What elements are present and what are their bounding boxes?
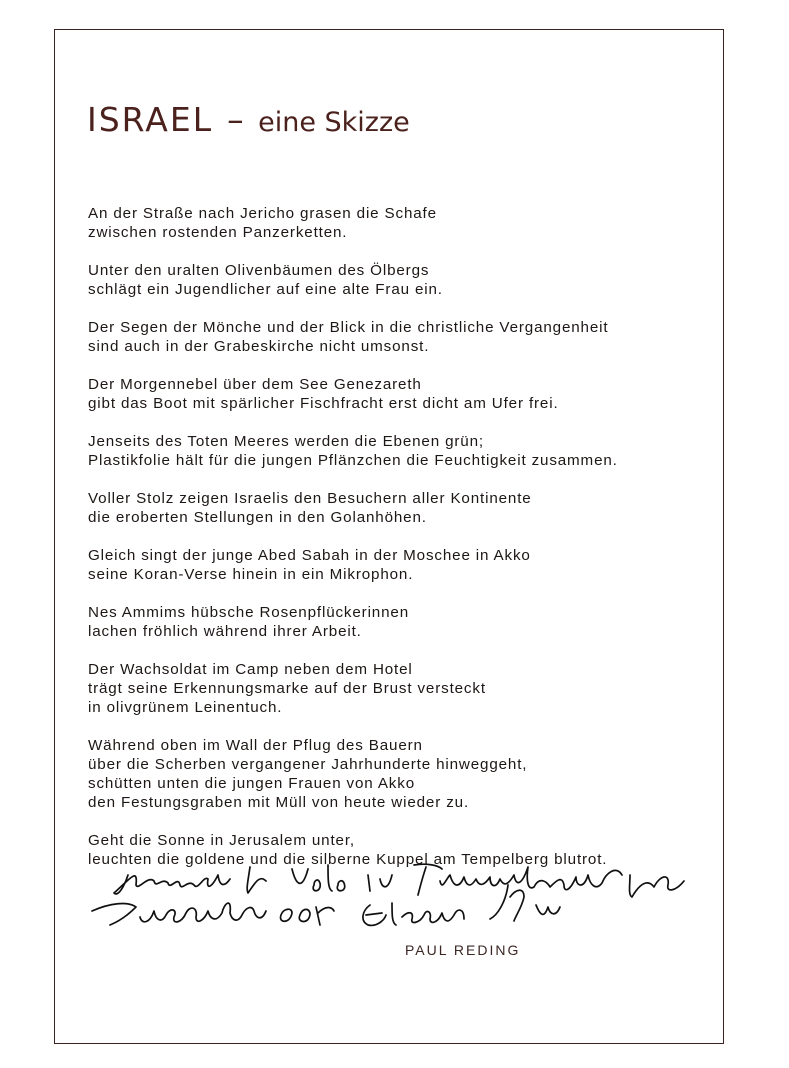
poem-line: Nes Ammims hübsche Rosenpflückerinnen bbox=[88, 604, 409, 621]
poem-stanza bbox=[88, 546, 708, 584]
poem-title bbox=[87, 100, 410, 139]
poem-line: Während oben im Wall der Pflug des Bauern bbox=[88, 737, 423, 754]
poem-line: zwischen rostenden Panzerketten. bbox=[88, 224, 348, 241]
poem-line: seine Koran-Verse hinein in ein Mikrophon. bbox=[88, 566, 414, 583]
poem-stanza bbox=[88, 432, 708, 470]
poem-stanza bbox=[88, 318, 708, 356]
poem-line: Voller Stolz zeigen Israelis den Besuchern aller Kontinente bbox=[88, 490, 532, 507]
poem-line: An der Straße nach Jericho grasen die Schafe bbox=[88, 205, 437, 222]
poem-stanza bbox=[88, 375, 708, 413]
poem-stanza bbox=[88, 204, 708, 242]
poem-line: lachen fröhlich während ihrer Arbeit. bbox=[88, 623, 362, 640]
poem-line: gibt das Boot mit spärlicher Fischfracht erst dicht am Ufer frei. bbox=[88, 395, 559, 412]
poem-line: Der Wachsoldat im Camp neben dem Hotel bbox=[88, 661, 413, 678]
title-main: ISRAEL bbox=[87, 100, 214, 139]
poem-line: Der Morgennebel über dem See Genezareth bbox=[88, 376, 422, 393]
poem-line: die eroberten Stellungen in den Golanhöhen. bbox=[88, 509, 427, 526]
poem-line: in olivgrünem Leinentuch. bbox=[88, 699, 283, 716]
title-subtitle: eine Skizze bbox=[258, 107, 410, 138]
poem-stanza bbox=[88, 261, 708, 299]
poem-line: trägt seine Erkennungsmarke auf der Brust versteckt bbox=[88, 680, 486, 697]
poem-stanza bbox=[88, 489, 708, 527]
poem-line: leuchten die goldene und die silberne Kuppel am Tempelberg blutrot. bbox=[88, 851, 608, 868]
poem-stanza bbox=[88, 736, 708, 812]
poem-line: Geht die Sonne in Jerusalem unter, bbox=[88, 832, 355, 849]
poem-line: über die Scherben vergangener Jahrhunderte hinweggeht, bbox=[88, 756, 528, 773]
poem-line: Der Segen der Mönche und der Blick in die christliche Vergangenheit bbox=[88, 319, 609, 336]
poem-stanza bbox=[88, 660, 708, 717]
poem-line: sind auch in der Grabeskirche nicht umsonst. bbox=[88, 338, 430, 355]
poem-line: schlägt ein Jugendlicher auf eine alte Frau ein. bbox=[88, 281, 443, 298]
poem-stanza bbox=[88, 603, 708, 641]
poem-body bbox=[88, 204, 708, 888]
poem-line: schütten unten die jungen Frauen von Akko bbox=[88, 775, 415, 792]
poem-line: Gleich singt der junge Abed Sabah in der Moschee in Akko bbox=[88, 547, 531, 564]
poem-line: Plastikfolie hält für die jungen Pflänzchen die Feuchtigkeit zusammen. bbox=[88, 452, 618, 469]
poem-line: Unter den uralten Olivenbäumen des Ölbergs bbox=[88, 262, 430, 279]
poem-line: den Festungsgraben mit Müll von heute wieder zu. bbox=[88, 794, 470, 811]
title-dash: – bbox=[227, 100, 245, 139]
handwritten-dedication-signature bbox=[70, 845, 710, 940]
poem-line: Jenseits des Toten Meeres werden die Ebenen grün; bbox=[88, 433, 484, 450]
author-name: PAUL REDING bbox=[405, 942, 521, 958]
